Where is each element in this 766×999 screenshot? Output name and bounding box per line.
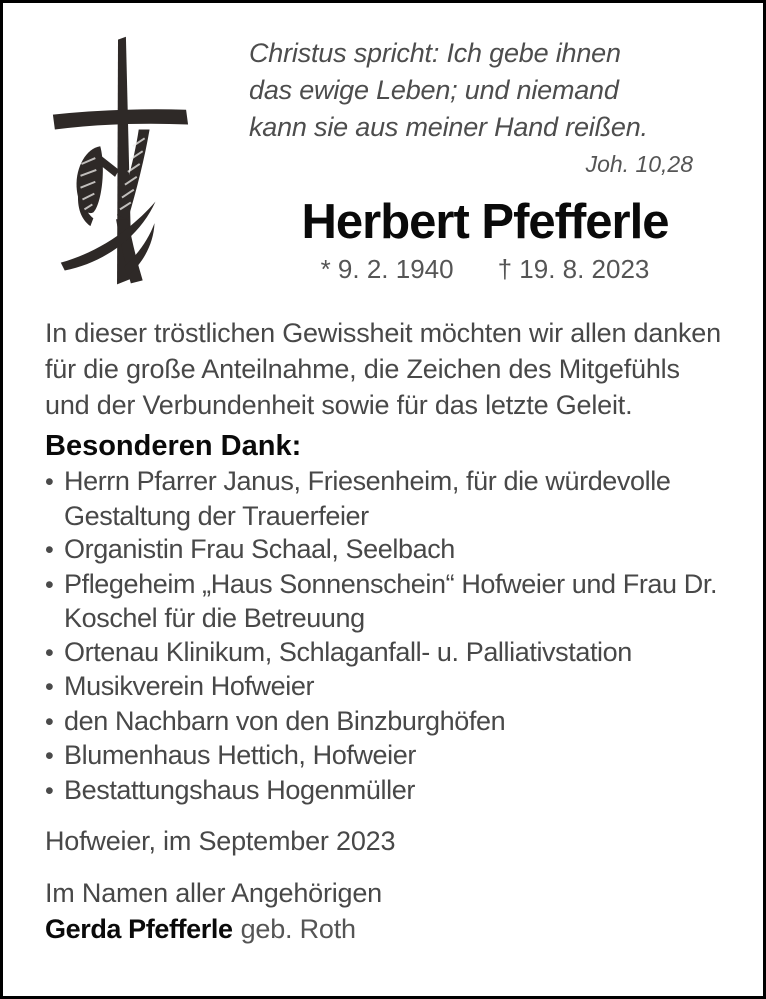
bullet-icon: • (45, 776, 54, 805)
thanks-item-text: Herrn Pfarrer Janus, Friesenheim, für die würdevolle Gestaltung der Trauerfeier (64, 466, 671, 531)
thanks-item (45, 465, 721, 533)
thanks-item (45, 670, 721, 705)
thanks-item-text: Organistin Frau Schaal, Seelbach (64, 534, 455, 564)
thanks-item-text: Pflegeheim „Haus Sonnenschein“ Hofweier und Frau Dr. Koschel für die Betreuung (64, 568, 718, 633)
intro-paragraph: In dieser tröstlichen Gewissheit möchten wir allen danken für die große Anteilnahme, die Zeichen des Mitgefühls und der Verbundenheit sowie für das letzte Geleit. (45, 318, 721, 420)
thanks-item-text: Blumenhaus Hettich, Hofweier (64, 740, 416, 770)
bullet-icon: • (45, 742, 54, 770)
thanks-item (45, 705, 721, 740)
quote-line-1: Christus spricht: Ich gebe ihnen (249, 38, 621, 68)
bullet-icon: • (45, 673, 54, 701)
place-date-line: Hofweier, im September 2023 (45, 826, 396, 856)
bullet-icon: • (45, 570, 54, 599)
signatory-suffix: geb. Roth (240, 914, 356, 944)
life-dates (249, 254, 721, 284)
thanks-item (45, 636, 721, 671)
header-text-column (249, 35, 721, 284)
deceased-name: Herbert Pfefferle (301, 195, 669, 249)
bullet-icon: • (45, 536, 54, 564)
thanks-item (45, 739, 721, 774)
quote-line-3: kann sie aus meiner Hand reißen. (249, 112, 648, 142)
bullet-icon: • (45, 707, 54, 736)
thanks-list (45, 465, 721, 808)
bullet-icon: • (45, 638, 54, 667)
signature-line (45, 912, 721, 946)
cross-icon (45, 29, 193, 297)
thanks-item-text: Ortenau Klinikum, Schlaganfall- u. Palliativstation (64, 636, 632, 667)
thanks-heading: Besonderen Dank: (45, 430, 302, 462)
scripture-quote (249, 35, 721, 146)
thanks-item-text: Bestattungshaus Hogenmüller (64, 774, 415, 805)
signatory-name: Gerda Pfefferle (45, 914, 233, 944)
thanks-item (45, 568, 721, 636)
quote-line-2: das ewige Leben; und niemand (249, 75, 619, 105)
birth-date: * 9. 2. 1940 (320, 254, 454, 284)
thanks-item (45, 774, 721, 809)
thanks-item-text: Musikverein Hofweier (64, 671, 315, 701)
thanks-item (45, 533, 721, 568)
notice-header (45, 27, 721, 297)
bullet-icon: • (45, 468, 54, 496)
thanks-item-text: den Nachbarn von den Binzburghöfen (64, 705, 506, 736)
closing-line: Im Namen aller Angehörigen (45, 878, 382, 908)
scripture-reference: Joh. 10,28 (585, 151, 693, 177)
death-date: † 19. 8. 2023 (497, 254, 650, 284)
